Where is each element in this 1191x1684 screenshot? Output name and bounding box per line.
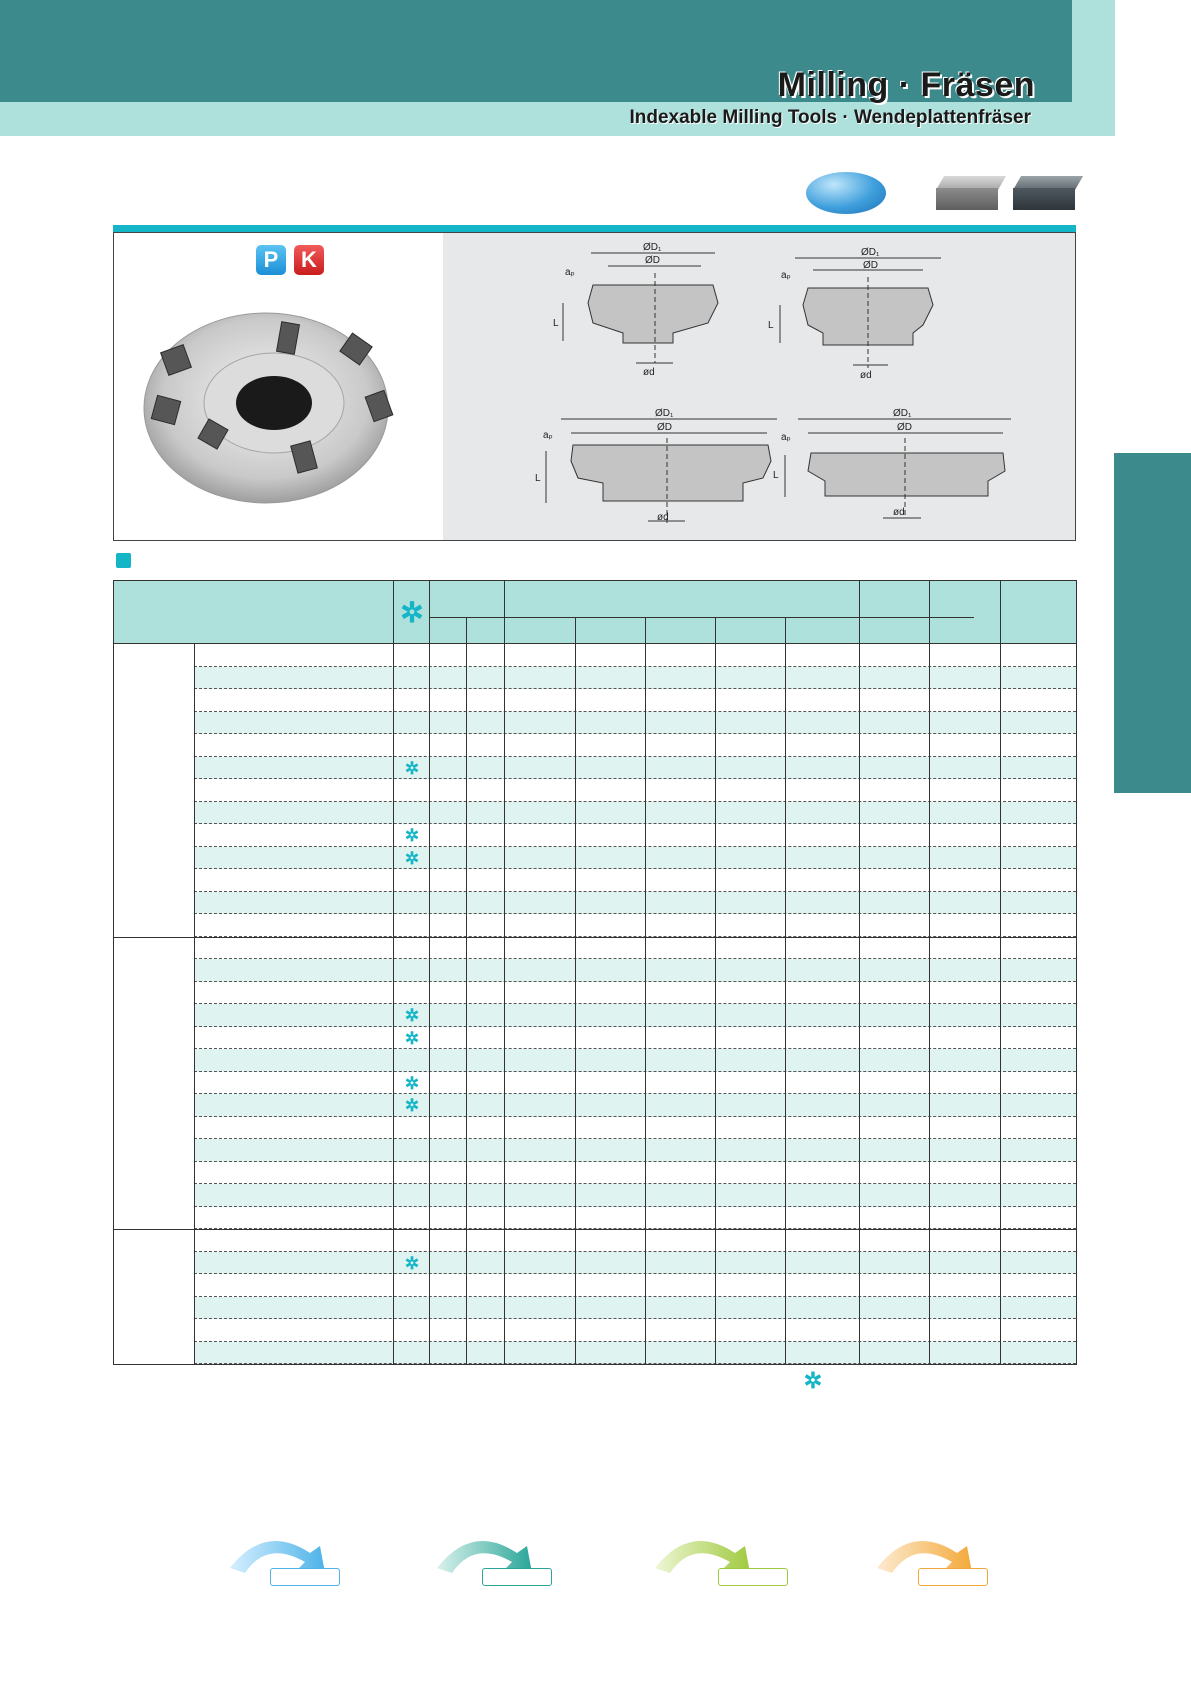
row-marker-star: ✲ (404, 1253, 420, 1273)
header-corner (1072, 0, 1115, 136)
nav-arrow-label[interactable] (718, 1568, 788, 1586)
table-row (194, 892, 1076, 915)
material-badge-k: K (294, 245, 324, 275)
table-row (194, 734, 1076, 757)
table-row (194, 689, 1076, 712)
section-accent-bar (113, 225, 1076, 232)
row-marker-star: ✲ (404, 848, 420, 868)
table-row (194, 667, 1076, 690)
chapter-tab[interactable] (1114, 453, 1191, 793)
diagram-2-ap-label: aₚ (781, 270, 791, 281)
diagram-1-bore-label: ød (643, 367, 655, 378)
table-row (194, 1117, 1076, 1140)
column-divider (859, 581, 860, 1364)
diagram-4-d1-label: ØD₁ (893, 408, 912, 419)
table-row (194, 1072, 1076, 1095)
table-row (194, 1207, 1076, 1230)
dimension-drawing-1 (553, 242, 718, 378)
row-marker-star: ✲ (404, 758, 420, 778)
column-divider (1000, 581, 1001, 1364)
table-row (194, 1319, 1076, 1342)
row-marker-star: ✲ (404, 1028, 420, 1048)
product-panel (113, 232, 1076, 541)
nav-arrow-label[interactable] (270, 1568, 340, 1586)
table-row (194, 1139, 1076, 1162)
table-row (194, 959, 1076, 982)
section-marker (116, 553, 131, 568)
product-photo-area (114, 233, 443, 540)
table-row (194, 644, 1076, 667)
diagram-2-bore-label: ød (860, 370, 872, 381)
table-row (194, 869, 1076, 892)
diagram-1-ap-label: aₚ (565, 267, 575, 278)
column-divider (504, 581, 505, 1364)
diagram-3-l-label: L (535, 473, 541, 484)
table-row (194, 779, 1076, 802)
row-marker-star: ✲ (404, 1006, 420, 1025)
diagram-4-l-label: L (773, 470, 779, 481)
table-row (194, 1274, 1076, 1297)
column-divider (429, 581, 430, 1364)
dimension-drawing-4 (773, 408, 1011, 518)
diagram-1-l-label: L (553, 318, 559, 329)
column-divider (645, 617, 646, 1364)
table-row (194, 937, 1076, 960)
dimension-drawings (443, 233, 1075, 540)
table-row (194, 1184, 1076, 1207)
table-row (194, 712, 1076, 735)
nav-arrow-label[interactable] (918, 1568, 988, 1586)
table-row (194, 802, 1076, 825)
table-row (194, 824, 1076, 847)
diagram-1-d-label: ØD (645, 255, 660, 266)
table-row (194, 1027, 1076, 1050)
diagram-2-d-label: ØD (863, 260, 878, 271)
row-marker-star: ✲ (404, 1073, 420, 1093)
column-divider (393, 581, 394, 1364)
diagram-4-bore-label: ød (893, 507, 905, 518)
table-row (194, 914, 1076, 937)
table-row (194, 1297, 1076, 1320)
table-row (194, 847, 1076, 870)
nav-arrow-label[interactable] (482, 1568, 552, 1586)
diagram-2-d1-label: ØD₁ (861, 247, 880, 258)
diagram-4-ap-label: aₚ (781, 432, 791, 443)
cast-iron-block-icon (1013, 176, 1075, 212)
diagram-2-l-label: L (768, 320, 774, 331)
footnote-star: ✲ (803, 1368, 823, 1393)
coated-oval-icon (806, 172, 886, 214)
table-row (194, 1094, 1076, 1117)
column-divider (575, 617, 576, 1364)
column-divider (466, 617, 467, 1364)
diagram-4-d-label: ØD (897, 422, 912, 433)
diagram-3-d1-label: ØD₁ (655, 408, 674, 419)
column-divider (715, 617, 716, 1364)
diagram-3-bore-label: ød (657, 512, 669, 523)
column-divider (785, 617, 786, 1364)
table-row (194, 1004, 1076, 1027)
table-row (194, 1342, 1076, 1365)
row-marker-star: ✲ (404, 826, 420, 845)
row-marker-star: ✲ (404, 1096, 420, 1115)
table-row (194, 1229, 1076, 1252)
table-row (194, 757, 1076, 780)
diagram-1-d1-label: ØD₁ (643, 242, 662, 253)
column-divider (194, 644, 195, 1364)
header-marker-star: ✲ (400, 597, 424, 628)
page-subtitle: Indexable Milling Tools · Wendeplattenfräser (629, 107, 1031, 128)
dimension-drawing-2 (768, 247, 941, 381)
table-row (194, 1162, 1076, 1185)
steel-block-icon (936, 176, 998, 212)
page-title: Milling · Fräsen (777, 66, 1035, 104)
table-row (194, 1252, 1076, 1275)
product-table (113, 580, 1077, 1365)
table-header (114, 581, 1076, 644)
table-row (194, 982, 1076, 1005)
dimension-drawing-3 (535, 408, 777, 523)
diagram-3-d-label: ØD (657, 422, 672, 433)
column-divider (929, 581, 930, 1364)
material-badge-p: P (256, 245, 286, 275)
milling-cutter-image (114, 233, 443, 540)
diagram-3-ap-label: aₚ (543, 430, 553, 441)
table-row (194, 1049, 1076, 1072)
